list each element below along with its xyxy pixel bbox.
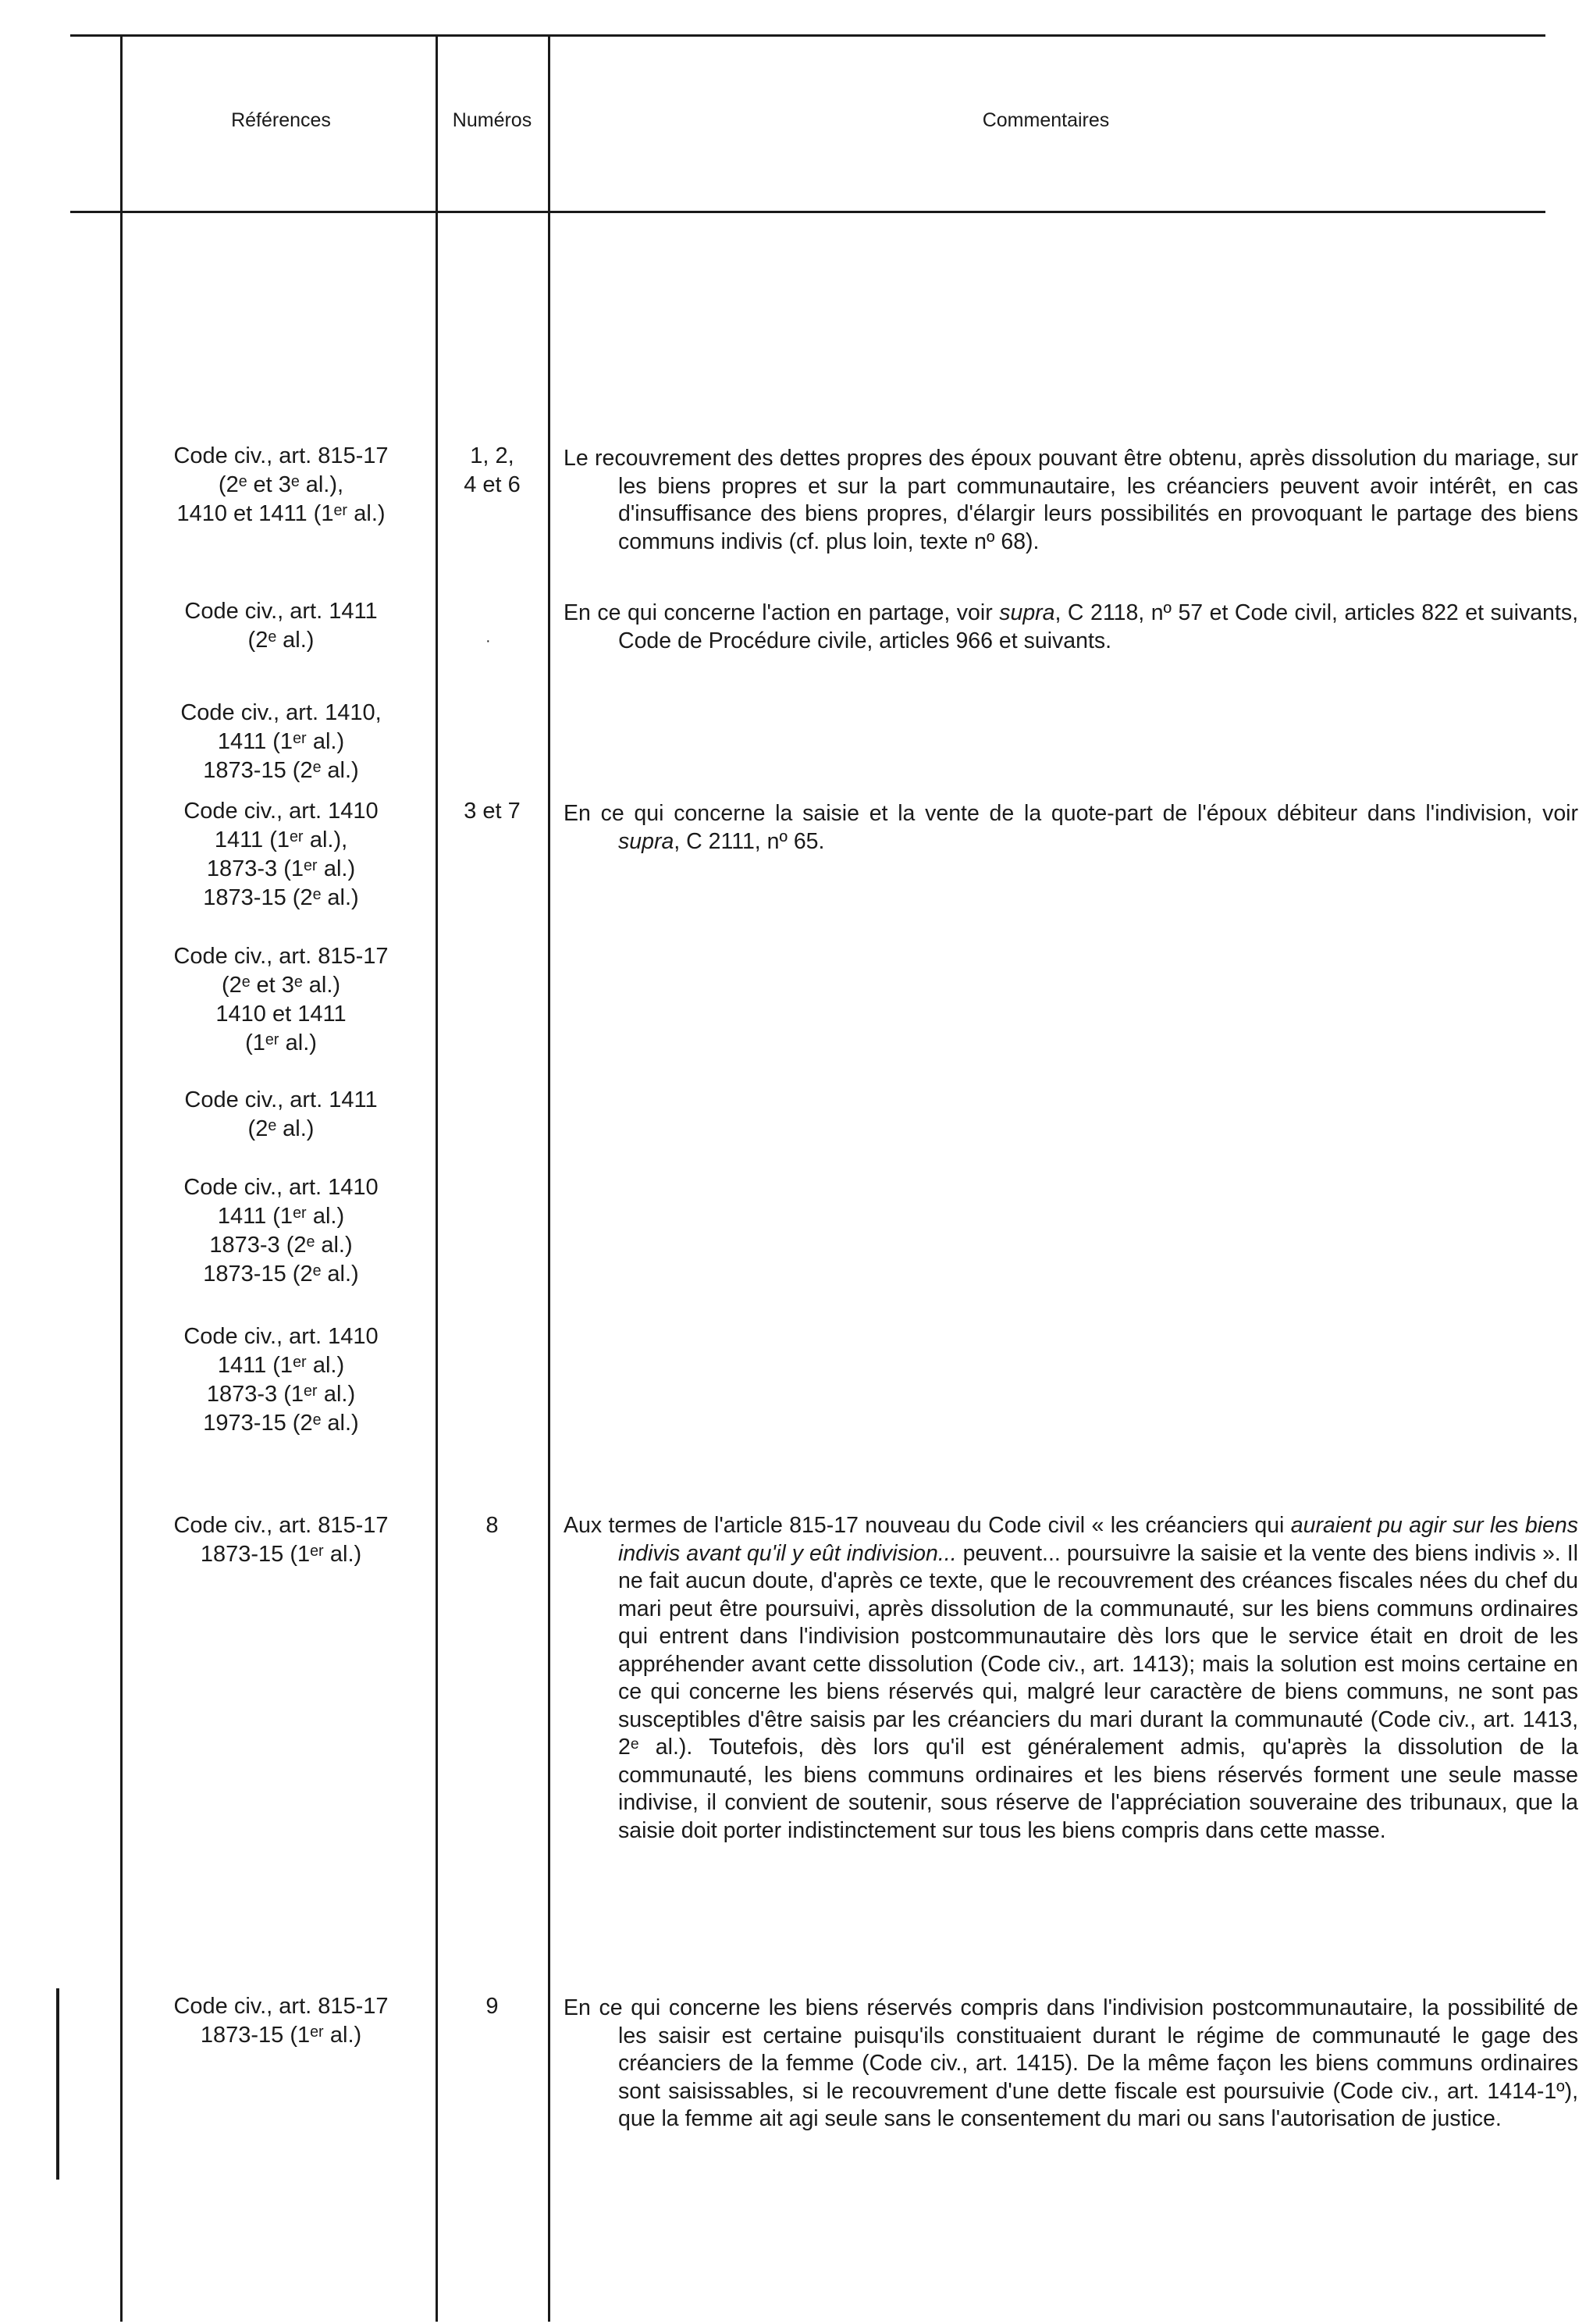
- numero-cell: 1, 2, 4 et 6: [464, 443, 521, 497]
- numero-cell: 3 et 7: [464, 799, 521, 824]
- numero-cell: 8: [485, 1513, 499, 1538]
- reference-cell: Code civ., art. 1411 (2ᵉ al.): [184, 1087, 378, 1141]
- header-numeros: Numéros: [452, 109, 532, 131]
- stray-dot: ·: [485, 632, 491, 650]
- reference-cell: Code civ., art. 815-17 1873-15 (1ᵉʳ al.): [173, 1513, 389, 1567]
- commentaire-paragraph: En ce qui concerne l'action en partage, voir supra, C 2118, nº 57 et Code civil, articles 822 et suivants, Code de Procédure civile, articles 966 et suivants.: [564, 600, 1578, 653]
- margin-mark: [56, 1988, 59, 2180]
- reference-cell: Code civ., art. 815-17 (2ᵉ et 3ᵉ al.), 1410 et 1411 (1ᵉʳ al.): [173, 443, 389, 526]
- commentaire-paragraph: En ce qui concerne les biens réservés compris dans l'indivision postcommunautaire, la possibilité de les saisir est certaine puisqu'ils constituaient durant le régime de communauté le gage des créanciers de la femme (Code civ., art. 1415). De la même façon les biens communs ordinaires sont saisissables, si le recouvrement d'une dette fiscale est poursuivie (Code civ., art. 1414-1º), que la femme ait agi seule sans le consentement du mari ou sans l'autorisation de justice.: [564, 1995, 1578, 2131]
- column-rule-references: [436, 34, 438, 2322]
- reference-cell: Code civ., art. 815-17 1873-15 (1ᵉʳ al.): [173, 1994, 389, 2048]
- commentaire-paragraph: Le recouvrement des dettes propres des époux pouvant être obtenu, après dissolution du mariage, sur les biens propres et sur la part communautaire, les créanciers peuvent avoir intérêt, en cas d'insuffisance des biens propres, d'élargir leurs possibilités en provoquant le partage des biens communs indivis (cf. plus loin, texte nº 68).: [564, 446, 1578, 554]
- reference-cell: Code civ., art. 1410, 1411 (1ᵉʳ al.) 1873-15 (2ᵉ al.): [180, 700, 382, 783]
- column-rule-numeros: [548, 34, 550, 2322]
- commentaire-paragraph: Aux termes de l'article 815-17 nouveau du Code civil « les créanciers qui auraient pu agir sur les biens indivis avant qu'il y eût indivision... peuvent... poursuivre la saisie et la vente des biens indivis ». Il ne fait aucun doute, d'après ce texte, que le recouvrement des créances fiscales nées du chef du mari peut être poursuivi, après dissolution de la communauté, sur les biens communs ordinaires qui entrent dans l'indivision postcommunautaire dès lors que le service était en droit de les appréhender avant cette dissolution (Code civ., art. 1413); mais la solution est moins certaine en ce qui concerne les biens réservés qui, malgré leur caractère de biens communs, ne sont pas susceptibles d'être saisis par les créanciers du mari durant la communauté (Code civ., art. 1413, 2ᵉ al.). Toutefois, dès lors qu'il est généralement admis, qu'après la dissolution de la communauté, les biens communs ordinaires et les biens réservés forment une seule masse indivise, il convient de soutenir, sous réserve de l'appréciation souveraine des tribunaux, que la saisie doit porter indistinctement sur tous les biens compris dans cette masse.: [564, 1513, 1578, 1843]
- commentaire-paragraph: En ce qui concerne la saisie et la vente de la quote-part de l'époux débiteur dans l'indivision, voir supra, C 2111, nº 65.: [564, 801, 1578, 854]
- reference-cell: Code civ., art. 1410 1411 (1ᵉʳ al.) 1873-3 (2ᵉ al.) 1873-15 (2ᵉ al.): [183, 1175, 379, 1287]
- header-references: Références: [231, 109, 331, 131]
- column-rule-left: [120, 34, 123, 2322]
- reference-cell: Code civ., art. 1410 1411 (1ᵉʳ al.) 1873-3 (1ᵉʳ al.) 1973-15 (2ᵉ al.): [183, 1324, 379, 1436]
- numero-cell: 9: [485, 1994, 499, 2019]
- table-top-rule: [70, 34, 1545, 37]
- reference-cell: Code civ., art. 1411 (2ᵉ al.): [184, 599, 378, 653]
- header-bottom-rule: [70, 211, 1545, 213]
- reference-cell: Code civ., art. 1410 1411 (1ᵉʳ al.), 1873-3 (1ᵉʳ al.) 1873-15 (2ᵉ al.): [183, 799, 379, 910]
- header-commentaires: Commentaires: [982, 109, 1110, 131]
- reference-cell: Code civ., art. 815-17 (2ᵉ et 3ᵉ al.) 1410 et 1411 (1ᵉʳ al.): [173, 944, 389, 1055]
